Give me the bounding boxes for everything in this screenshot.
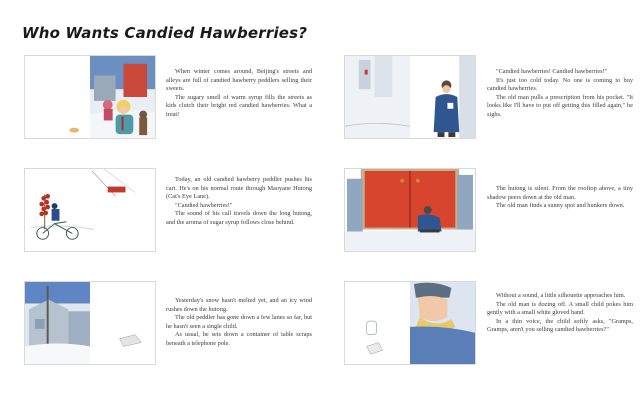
paragraph: Today, an old candied hawberry peddler pushes his cart. He's on his normal route through Maoyane Hutong (Cat's Eye Lane). bbox=[166, 176, 312, 201]
text-block-2 bbox=[166, 176, 312, 228]
paragraph: In a thin voice, the child softly asks, "Gramps, Gramps, aren't you selling candied hawberries?" bbox=[487, 317, 633, 334]
text-block-3 bbox=[166, 297, 312, 349]
illustration-4 bbox=[344, 55, 476, 139]
paragraph: When winter comes around, Beijing's streets and alleys are full of candied hawberry peddlers selling their sweets. bbox=[166, 68, 312, 93]
illustration-1 bbox=[24, 55, 156, 139]
illustration-5 bbox=[344, 168, 476, 252]
paragraph: Yesterday's snow hasn't melted yet, and an icy wind rushes down the hutong. bbox=[166, 297, 312, 313]
paragraph: The sugary smell of warm syrup fills the streets as kids clutch their bright red candied hawberries. What a treat! bbox=[166, 93, 312, 118]
paragraph: The sound of his call travels down the long hutong, and the aroma of sugar syrup follows close behind. bbox=[166, 210, 312, 226]
illustration-6 bbox=[344, 281, 476, 365]
text-block-5 bbox=[487, 185, 633, 211]
paragraph: The old peddler has gone down a few lanes so far, but he hasn't seen a single child. bbox=[166, 314, 312, 330]
paragraph: Without a sound, a little silhouette approaches him. bbox=[496, 292, 626, 299]
text-block-6 bbox=[487, 292, 633, 335]
paragraph: The hutong is silent. From the rooftop above, a tiny shadow peers down at the old man. bbox=[487, 185, 633, 201]
text-block-1 bbox=[166, 68, 312, 120]
text-block-4 bbox=[487, 68, 633, 120]
illustration-3 bbox=[24, 281, 156, 365]
paragraph: The old man finds a sunny spot and hunkers down. bbox=[496, 202, 625, 210]
paragraph: "Candied hawberries!" bbox=[175, 201, 233, 209]
paragraph: As usual, he sets down a container of table scraps beneath a telephone pole. bbox=[166, 331, 312, 347]
page-title: Who Wants Candied Hawberries? bbox=[22, 24, 308, 42]
paragraph: The old man pulls a prescription from his pocket. "It looks like I'll have to put off getting this filled again," he sighs. bbox=[487, 93, 633, 118]
paragraph: It's just too cold today. No one is coming to buy candied hawberries. bbox=[487, 76, 633, 93]
paragraph: "Candied hawberries! Candied hawberries!" bbox=[496, 68, 608, 75]
paragraph: The old man is dozing off. A small child pokes him gently with a small white gloved hand. bbox=[487, 300, 633, 317]
illustration-2 bbox=[24, 168, 156, 252]
